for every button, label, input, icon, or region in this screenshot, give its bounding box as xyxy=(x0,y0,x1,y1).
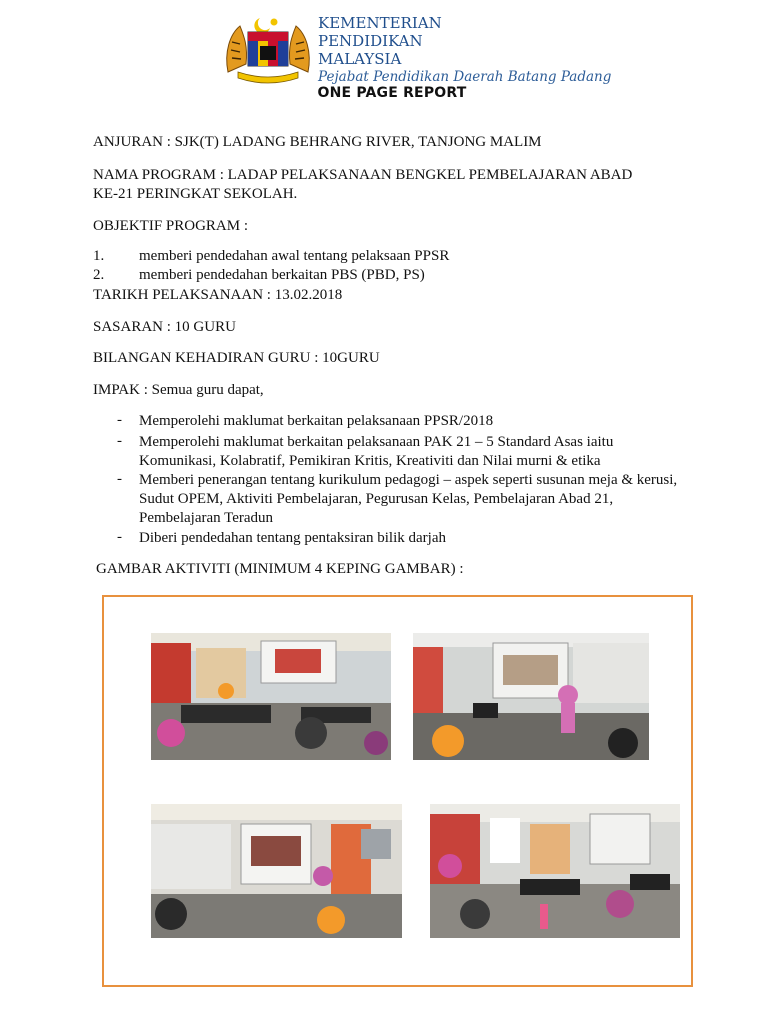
sasaran-line: SASARAN : 10 GURU xyxy=(93,319,236,335)
activity-photo-2 xyxy=(413,633,649,760)
objective-number: 2. xyxy=(93,267,105,283)
anjuran-line: ANJURAN : SJK(T) LADANG BEHRANG RIVER, TANJONG MALIM xyxy=(93,134,542,150)
tarikh-line: TARIKH PELAKSANAAN : 13.02.2018 xyxy=(93,287,343,303)
objektif-heading: OBJEKTIF PROGRAM : xyxy=(93,218,249,234)
org-name-line-1: KEMENTERIAN xyxy=(318,14,442,32)
impak-item: Memberi penerangan tentang kurikulum pedagogi – aspek seperti susunan meja & kerusi, Sudut OPEM, Aktiviti Pembelajaran, Pegurusan Kelas, Pembelajaran Abad 21, Pembelajaran Teradun xyxy=(139,472,678,526)
activity-photo-3 xyxy=(151,804,402,938)
impak-item: Diberi pendedahan tentang pentaksiran bilik darjah xyxy=(139,530,446,546)
malaysia-coat-of-arms-icon xyxy=(222,12,314,88)
bullet-dash: - xyxy=(117,412,122,428)
gambar-heading: GAMBAR AKTIVITI (MINIMUM 4 KEPING GAMBAR) : xyxy=(96,561,464,577)
org-name-line-3: MALAYSIA xyxy=(318,50,402,68)
nama-program-line-1: NAMA PROGRAM : LADAP PELAKSANAAN BENGKEL PEMBELAJARAN ABAD xyxy=(93,167,633,183)
bullet-dash: - xyxy=(117,433,122,449)
impak-item: Memperolehi maklumat berkaitan pelaksanaan PPSR/2018 xyxy=(139,413,494,429)
objective-text: memberi pendedahan awal tentang pelaksaan PPSR xyxy=(139,248,450,264)
objective-number: 1. xyxy=(93,248,105,264)
bullet-dash: - xyxy=(117,471,122,487)
impak-heading: IMPAK : Semua guru dapat, xyxy=(93,382,264,398)
district-office-name: Pejabat Pendidikan Daerah Batang Padang xyxy=(318,69,612,85)
ministry-header-logo xyxy=(222,12,612,88)
activity-photo-1 xyxy=(151,633,391,760)
impak-item: Memperolehi maklumat berkaitan pelaksanaan PAK 21 – 5 Standard Asas iaitu Komunikasi, Kolabratif, Pemikiran Kritis, Kreativiti dan Nilai murni & etika xyxy=(139,434,614,469)
activity-photo-4 xyxy=(430,804,680,938)
kehadiran-line: BILANGAN KEHADIRAN GURU : 10GURU xyxy=(93,350,380,366)
org-name-line-2: PENDIDIKAN xyxy=(318,32,423,50)
objective-text: memberi pendedahan berkaitan PBS (PBD, PS) xyxy=(139,267,425,283)
nama-program-line-2: KE-21 PERINGKAT SEKOLAH. xyxy=(93,186,298,202)
bullet-dash: - xyxy=(117,529,122,545)
report-title: ONE PAGE REPORT xyxy=(317,85,467,101)
